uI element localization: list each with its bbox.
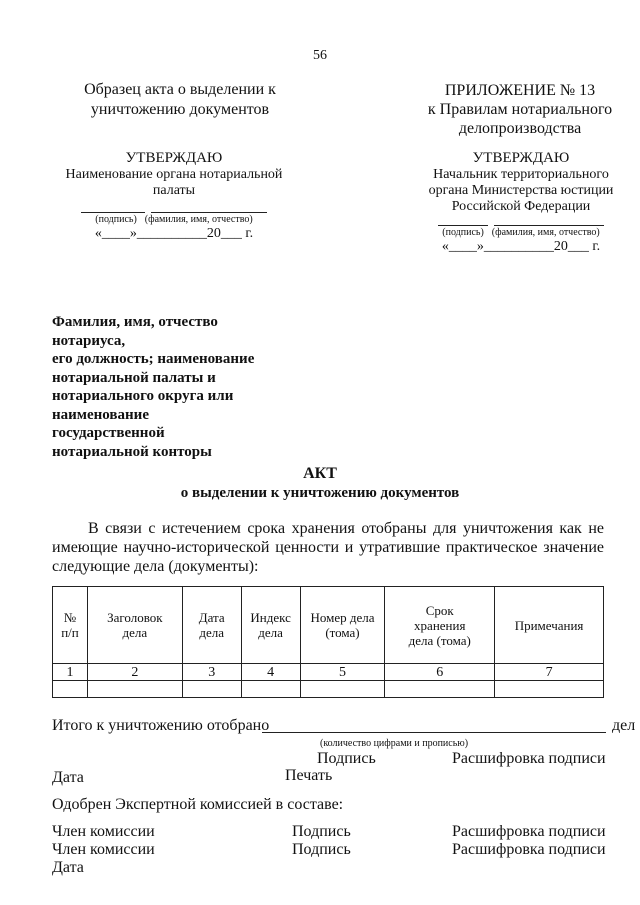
signature-caption: (подпись) xyxy=(442,227,484,238)
table-cell[interactable] xyxy=(300,681,385,698)
name-caption: (фамилия, имя, отчество) xyxy=(144,214,253,225)
notary-block xyxy=(52,313,254,461)
notary-line: нотариальной палаты и xyxy=(52,369,216,386)
page-number: 56 xyxy=(313,48,327,63)
date-label: Дата xyxy=(52,769,84,786)
header-case-date: Дата дела xyxy=(182,587,241,664)
column-number: 4 xyxy=(241,664,300,681)
column-number: 6 xyxy=(385,664,495,681)
table-cell[interactable] xyxy=(53,681,88,698)
header-case-number: Номер дела (тома) xyxy=(300,587,385,664)
table-cell[interactable] xyxy=(241,681,300,698)
signature-captions xyxy=(52,213,296,226)
approval-block-ministry xyxy=(405,150,637,255)
sample-title-line: Образец акта о выделении к xyxy=(84,81,276,98)
total-caption: (количество цифрами и прописью) xyxy=(320,738,469,749)
notary-line: его должность; наименование xyxy=(52,351,255,367)
header-retention-period: Срок хранения дела (тома) xyxy=(385,587,495,664)
total-label: Итого к уничтожению отобрано xyxy=(52,717,270,734)
approval-line: палаты xyxy=(152,183,196,198)
header-notes: Примечания xyxy=(495,587,604,664)
approval-line: Наименование органа нотариальной xyxy=(65,167,283,182)
header-case-title: Заголовок дела xyxy=(87,587,182,664)
act-paragraph-text: В связи с истечением срока хранения отобраны для уничтожения как не имеющие научно-исторической ценности и утратившие практическое значение следующие дела (документы): xyxy=(52,520,604,575)
commission-member-role: Член комиссии xyxy=(52,841,155,858)
approval-heading: УТВЕРЖДАЮ xyxy=(125,150,223,166)
column-number: 2 xyxy=(87,664,182,681)
commission-heading: Одобрен Экспертной комиссией в составе: xyxy=(52,796,344,813)
approval-line: органа Министерства юстиции xyxy=(428,183,614,198)
table-row xyxy=(53,681,604,698)
column-number: 7 xyxy=(495,664,604,681)
commission-member-signature: Подпись xyxy=(292,823,351,840)
header-number: № п/п xyxy=(53,587,88,664)
appendix-title-line: ПРИЛОЖЕНИЕ № 13 xyxy=(444,82,596,99)
appendix-title-line: к Правилам нотариального xyxy=(427,101,613,118)
appendix-title-line: делопроизводства xyxy=(458,120,582,137)
stamp-label: Печать xyxy=(285,767,333,784)
total-line-block xyxy=(52,716,636,736)
commission-member-decoding: Расшифровка подписи xyxy=(452,823,606,840)
total-unit: дел xyxy=(612,717,636,734)
table-cell[interactable] xyxy=(495,681,604,698)
table-header-row xyxy=(53,587,604,664)
header-case-index: Индекс дела xyxy=(241,587,300,664)
commission-date-label: Дата xyxy=(52,859,84,876)
table-cell[interactable] xyxy=(385,681,495,698)
approval-line: Начальник территориального xyxy=(433,167,609,182)
notary-line: нотариального округа или xyxy=(52,388,234,404)
column-number: 3 xyxy=(182,664,241,681)
approval-block-notary-chamber xyxy=(52,150,296,242)
commission-member-signature: Подпись xyxy=(292,841,351,858)
sample-title-line: уничтожению документов xyxy=(90,101,270,118)
approval-line: Российской Федерации xyxy=(451,199,591,214)
notary-line: нотариуса, xyxy=(52,332,126,349)
approval-date[interactable]: «____»__________20___ г. xyxy=(94,226,254,241)
signature-label: Подпись xyxy=(317,750,376,767)
approval-heading: УТВЕРЖДАЮ xyxy=(472,150,570,166)
act-title: АКТ xyxy=(303,465,337,482)
appendix-title xyxy=(400,81,640,138)
signature-decoding-label: Расшифровка подписи xyxy=(452,750,606,767)
column-number: 5 xyxy=(300,664,385,681)
column-number: 1 xyxy=(53,664,88,681)
name-caption: (фамилия, имя, отчество) xyxy=(491,227,600,238)
total-count-field[interactable] xyxy=(262,732,606,733)
documents-table xyxy=(52,586,604,698)
table-cell[interactable] xyxy=(87,681,182,698)
table-column-numbers-row xyxy=(53,664,604,681)
act-paragraph xyxy=(52,519,604,576)
notary-line: наименование xyxy=(52,406,149,423)
commission-member-decoding: Расшифровка подписи xyxy=(452,841,606,858)
act-subtitle: о выделении к уничтожению документов xyxy=(180,485,460,501)
approval-date[interactable]: «____»__________20___ г. xyxy=(441,239,601,254)
notary-line: государственной xyxy=(52,425,165,441)
signature-captions xyxy=(405,226,637,239)
notary-line: нотариальной конторы xyxy=(52,443,212,460)
notary-line: Фамилия, имя, отчество xyxy=(52,314,218,330)
table-cell[interactable] xyxy=(182,681,241,698)
sample-title xyxy=(50,80,310,120)
commission-member-role: Член комиссии xyxy=(52,823,155,840)
signature-caption: (подпись) xyxy=(95,214,137,225)
